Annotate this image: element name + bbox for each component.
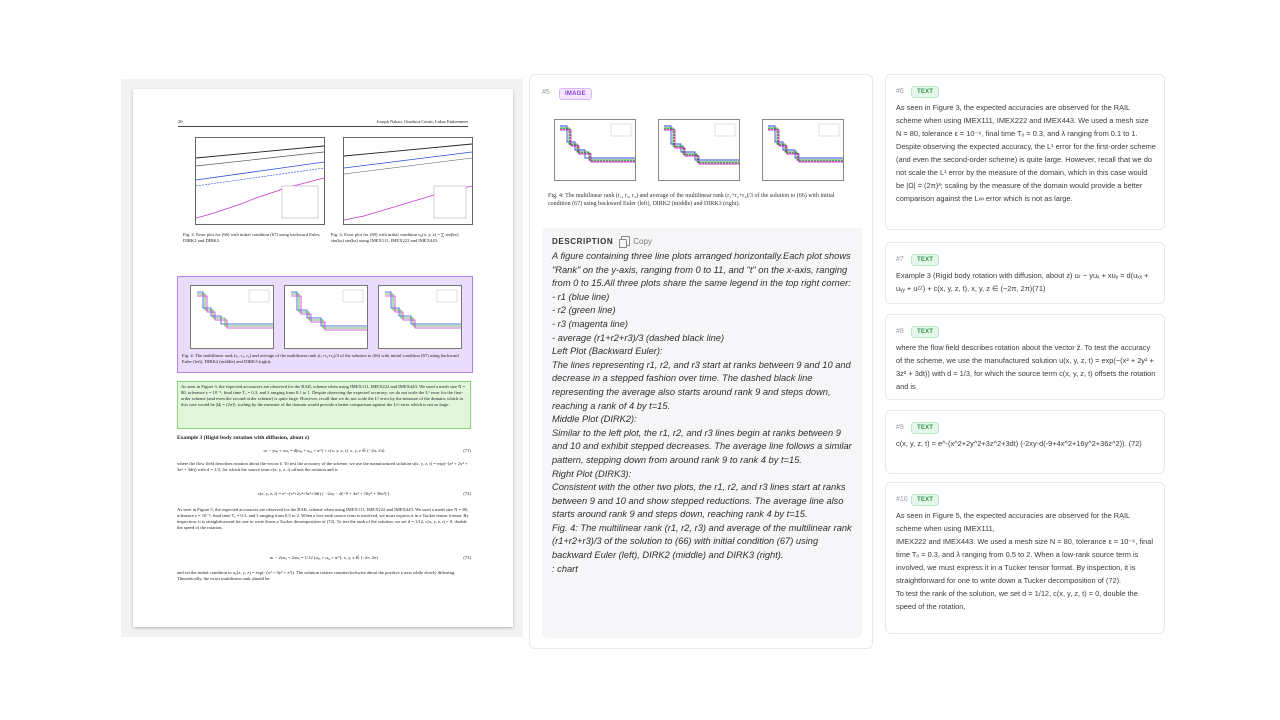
text-chunk-card-10[interactable]	[885, 482, 1165, 634]
highlight-image-region[interactable]	[177, 276, 473, 373]
equation-73-number: (73)	[463, 555, 471, 560]
equation-72-number: (72)	[463, 491, 471, 496]
description-label: DESCRIPTION	[552, 236, 614, 246]
equation-71-text: uₜ − yuₓ + xuᵧ = d(uₓₓ + uᵧᵧ + uᶻᶻ) + c(x, y, z, t), x, y, z ∈ (−2π, 2π)	[263, 448, 385, 453]
text-badge: TEXT	[911, 494, 939, 506]
thumb-middle-plot	[658, 119, 740, 181]
fig2-error-plot	[195, 137, 325, 225]
image-thumbnail	[542, 115, 862, 229]
copy-button[interactable]	[621, 236, 652, 246]
fig4-middle-plot	[284, 285, 368, 349]
thumb-left-plot	[554, 119, 636, 181]
copy-icon	[621, 236, 630, 246]
equation-71	[177, 448, 471, 454]
chunk-text: As seen in Figure 5, the expected accuracies are observed for the RAIL scheme when using IMEX111, IMEX222 and IMEX443. We used a mesh size N = 80, tolerance ε = 10⁻⁶, final time Tₒ = 0.3, and λ ranging from 0.5 to 2. When a low-rank source term is involved, we must express it in a Tucker tensor format. By inspection, it is straightforward for one to write down a Tucker decomposition of (72). To test the rank of the solution, we set d = 1/12, c(x, y, z, t) = 0, double the speed of the rotation,	[896, 511, 1154, 611]
chunk-number: #8	[896, 328, 904, 335]
page-number: 20	[178, 119, 183, 124]
pdf-preview-panel[interactable]	[121, 79, 523, 637]
page-authors: Joseph Nakao, Gianluca Ceruti, Lukas Einkemmer	[376, 119, 468, 124]
chunk-text: c(x, y, z, t) = e^-(x^2+2y^2+3z^2+3dt) (-2xy-d(-9+4x^2+16y^2+36z^2)). (72)	[896, 439, 1142, 448]
fig3-error-plot	[343, 137, 473, 225]
chunk-text: where the flow field describes rotation about the vector ẑ. To test the accuracy of the scheme, we use the manufactured solution u(x, y, z, t) = exp(−(x² + 2y² + 3z² + 3dt)) with d = 1/3, for which the source term c(x, y, z, t) offsets the rotation and is	[896, 343, 1156, 391]
copy-label: Copy	[633, 236, 652, 246]
text-chunk-card-6[interactable]	[885, 74, 1165, 230]
chunk-text: As seen in Figure 3, the expected accuracies are observed for the RAIL scheme when using IMEX111, IMEX222 and IMEX443. We used a mesh size N = 80, tolerance ε = 10⁻⁶, final time Tₒ = 0.3, and λ ranging from 0.1 to 1. Despite observing the expected accuracy, the L¹ error for the first-order scheme (and even the second-order scheme) is quite large. However, recall that we do not scale the L¹ error by the measure of the domain, which in this case would be |Ω| = (2π)³; scaling by the measure of the domain would provide a better comparison against the L∞ error which is not as large.	[896, 103, 1156, 203]
equation-72-text: c(x, y, z, t) = e^−(x²+2y²+3z²+3dt) ( −2xy − d(−9 + 4x² + 16y² + 36z²) ).	[257, 491, 391, 496]
equation-73-text: uₜ − 2yuₓ + 2xuᵧ = 1/12 (uₓₓ + uᵧᵧ + uᶻᶻ), x, y, z ∈ (−2π, 2π)	[269, 555, 378, 560]
chunk-number: #5	[542, 89, 550, 96]
text-badge: TEXT	[911, 422, 939, 434]
text-badge: TEXT	[911, 254, 939, 266]
paragraph-after-73: and set the initial condition to u₀(x, y, z) = exp(−(x² + 9y² + z²)). The solution rotates counterclockwise about the positive z-axis while slowly diffusing. Theoretically, the exact multilinear rank should be	[177, 570, 456, 581]
page-header	[178, 119, 468, 127]
equation-73	[177, 555, 471, 561]
text-chunk-card-7[interactable]	[885, 242, 1165, 304]
text-chunk-card-9[interactable]	[885, 410, 1165, 474]
description-header	[552, 236, 652, 246]
chunk-number: #10	[896, 496, 908, 503]
chunk-text: Example 3 (Rigid body rotation with diffusion, about z) uₜ − yuₓ + xuᵧ = d(uₓₓ + uᵧᵧ + uᶻᶻ) + c(x, y, z, t), x, y, z ∈ (−2π, 2π)(71)	[896, 271, 1149, 293]
text-badge: TEXT	[911, 86, 939, 98]
description-panel	[542, 228, 862, 638]
fig4-caption: Fig. 4: The multilinear rank (r₁, r₂, r₃) and average of the multilinear rank (r₁+r₂+r₃)/3 of the solution to (66) with initial condition (67) using backward Euler (left), DIRK2 (middle) and DIRK3 (right).	[182, 353, 459, 364]
equation-72	[177, 491, 471, 496]
fig4-left-plot	[190, 285, 274, 349]
text-badge: TEXT	[911, 326, 939, 338]
text-chunk-card-8[interactable]	[885, 314, 1165, 400]
example-title: Example 3 (Rigid body rotation with diffusion, about z)	[177, 435, 310, 441]
image-badge: IMAGE	[559, 88, 592, 100]
fig3-caption: Fig. 3: Error plot for (69) with initial condition u₀(x, y, z) = ∑ sin(kx) sin(ky) sin(kz) using IMEX111, IMEX222 and IMEX443.	[331, 232, 459, 243]
pdf-page	[133, 89, 513, 627]
paragraph-after-72: As seen in Figure 5, the expected accuracies are observed for the RAIL scheme when using IMEX111, IMEX222 and IMEX443. We used a mesh size N = 80, tolerance ε = 10⁻⁶, final time Tₒ = 0.3, and λ ranging from 0.5 to 2. When a low-rank source term is involved, we must express it in a Tucker tensor format. By inspection, it is straightforward for one to write down a Tucker decomposition of (72). To test the rank of the solution, we set d = 1/12, c(x, y, z, t) = 0, double the speed of the rotation,	[177, 507, 469, 530]
thumbnail-caption: Fig. 4: The multilinear rank (r₁, r₂, r₃) and average of the multilinear rank (r₁+r₂+r₃)/3 of the solution to (66) with initial condition (67) using backward Euler (left), DIRK2 (middle) and DIRK3 (right).	[548, 193, 835, 207]
image-chunk-card[interactable]	[529, 74, 873, 649]
chunk-number: #6	[896, 88, 904, 95]
description-text: A figure containing three line plots arranged horizontally.Each plot shows "Rank" on the y-axis, ranging from 0 to 11, and "t" on the x-axis, ranging from 0 to 15.All three plots share the same legend in the top right corner: - r1 (blue line) - r2 (green line) - r3 (magenta line) - average (r1+r2+r3)/3 (dashed black line) Left Plot (Backward Euler): The lines representing r1, r2, and r3 start at ranks between 9 and 10 and decrease in a stepped fashion over time. The dashed black line representing the average also starts around rank 9 and steps down, reaching a rank of 4 by t=15. Middle Plot (DIRK2): Similar to the left plot, the r1, r2, and r3 lines begin at ranks between 9 and 10 and exhibit stepped decreases. The average line follows a similar pattern, stepping down from around rank 9 to rank 4 by t=15. Right Plot (DIRK3): Consistent with the other two plots, the r1, r2, and r3 lines start at ranks between 9 and 10 and show stepped reductions. The average line also starts around rank 9 and steps down, reaching rank 4 by t=15. Fig. 4: The multilinear rank (r1, r2, r3) and average of the multilinear rank (r1+r2+r3)/3 of the solution to (66) with initial condition (67) using backward Euler (left), DIRK2 (middle) and DIRK3 (right). : chart	[552, 251, 852, 574]
fig2-caption: Fig. 2: Error plot for (66) with initial condition (67) using backward Euler, DIRK2 and DIRK3.	[183, 232, 321, 243]
thumb-right-plot	[762, 119, 844, 181]
paragraph-after-71: where the flow field describes rotation about the vector ẑ. To test the accuracy of the scheme, we use the manufactured solution u(x, y, z, t) = exp(−(x² + 2y² + 3z² + 3dt)) with d = 1/3, for which the source term c(x, y, z, t) offsets the rotation and is	[177, 461, 468, 472]
equation-71-number: (71)	[463, 448, 471, 453]
chunk-number: #7	[896, 256, 904, 263]
highlight-text-region[interactable]: As seen in Figure 3, the expected accuracies are observed for the RAIL scheme when using IMEX111, IMEX222 and IMEX443. We used a mesh size N = 80, tolerance ε = 10⁻⁶, final time Tₒ = 0.3, and λ ranging from 0.1 to 1. Despite observing the expected accuracy, we do not scale the L¹ error for the first-order scheme (and even the second-order scheme) is quite large. However, recall that we do not scale the L¹ error by the measure of the domain, which in this case would be |Ω| = (2π)³; scaling by the measure of the domain would provide a better comparison against the L∞ error which is not as large.	[177, 381, 471, 429]
fig4-right-plot	[378, 285, 462, 349]
chunk-number: #9	[896, 424, 904, 431]
